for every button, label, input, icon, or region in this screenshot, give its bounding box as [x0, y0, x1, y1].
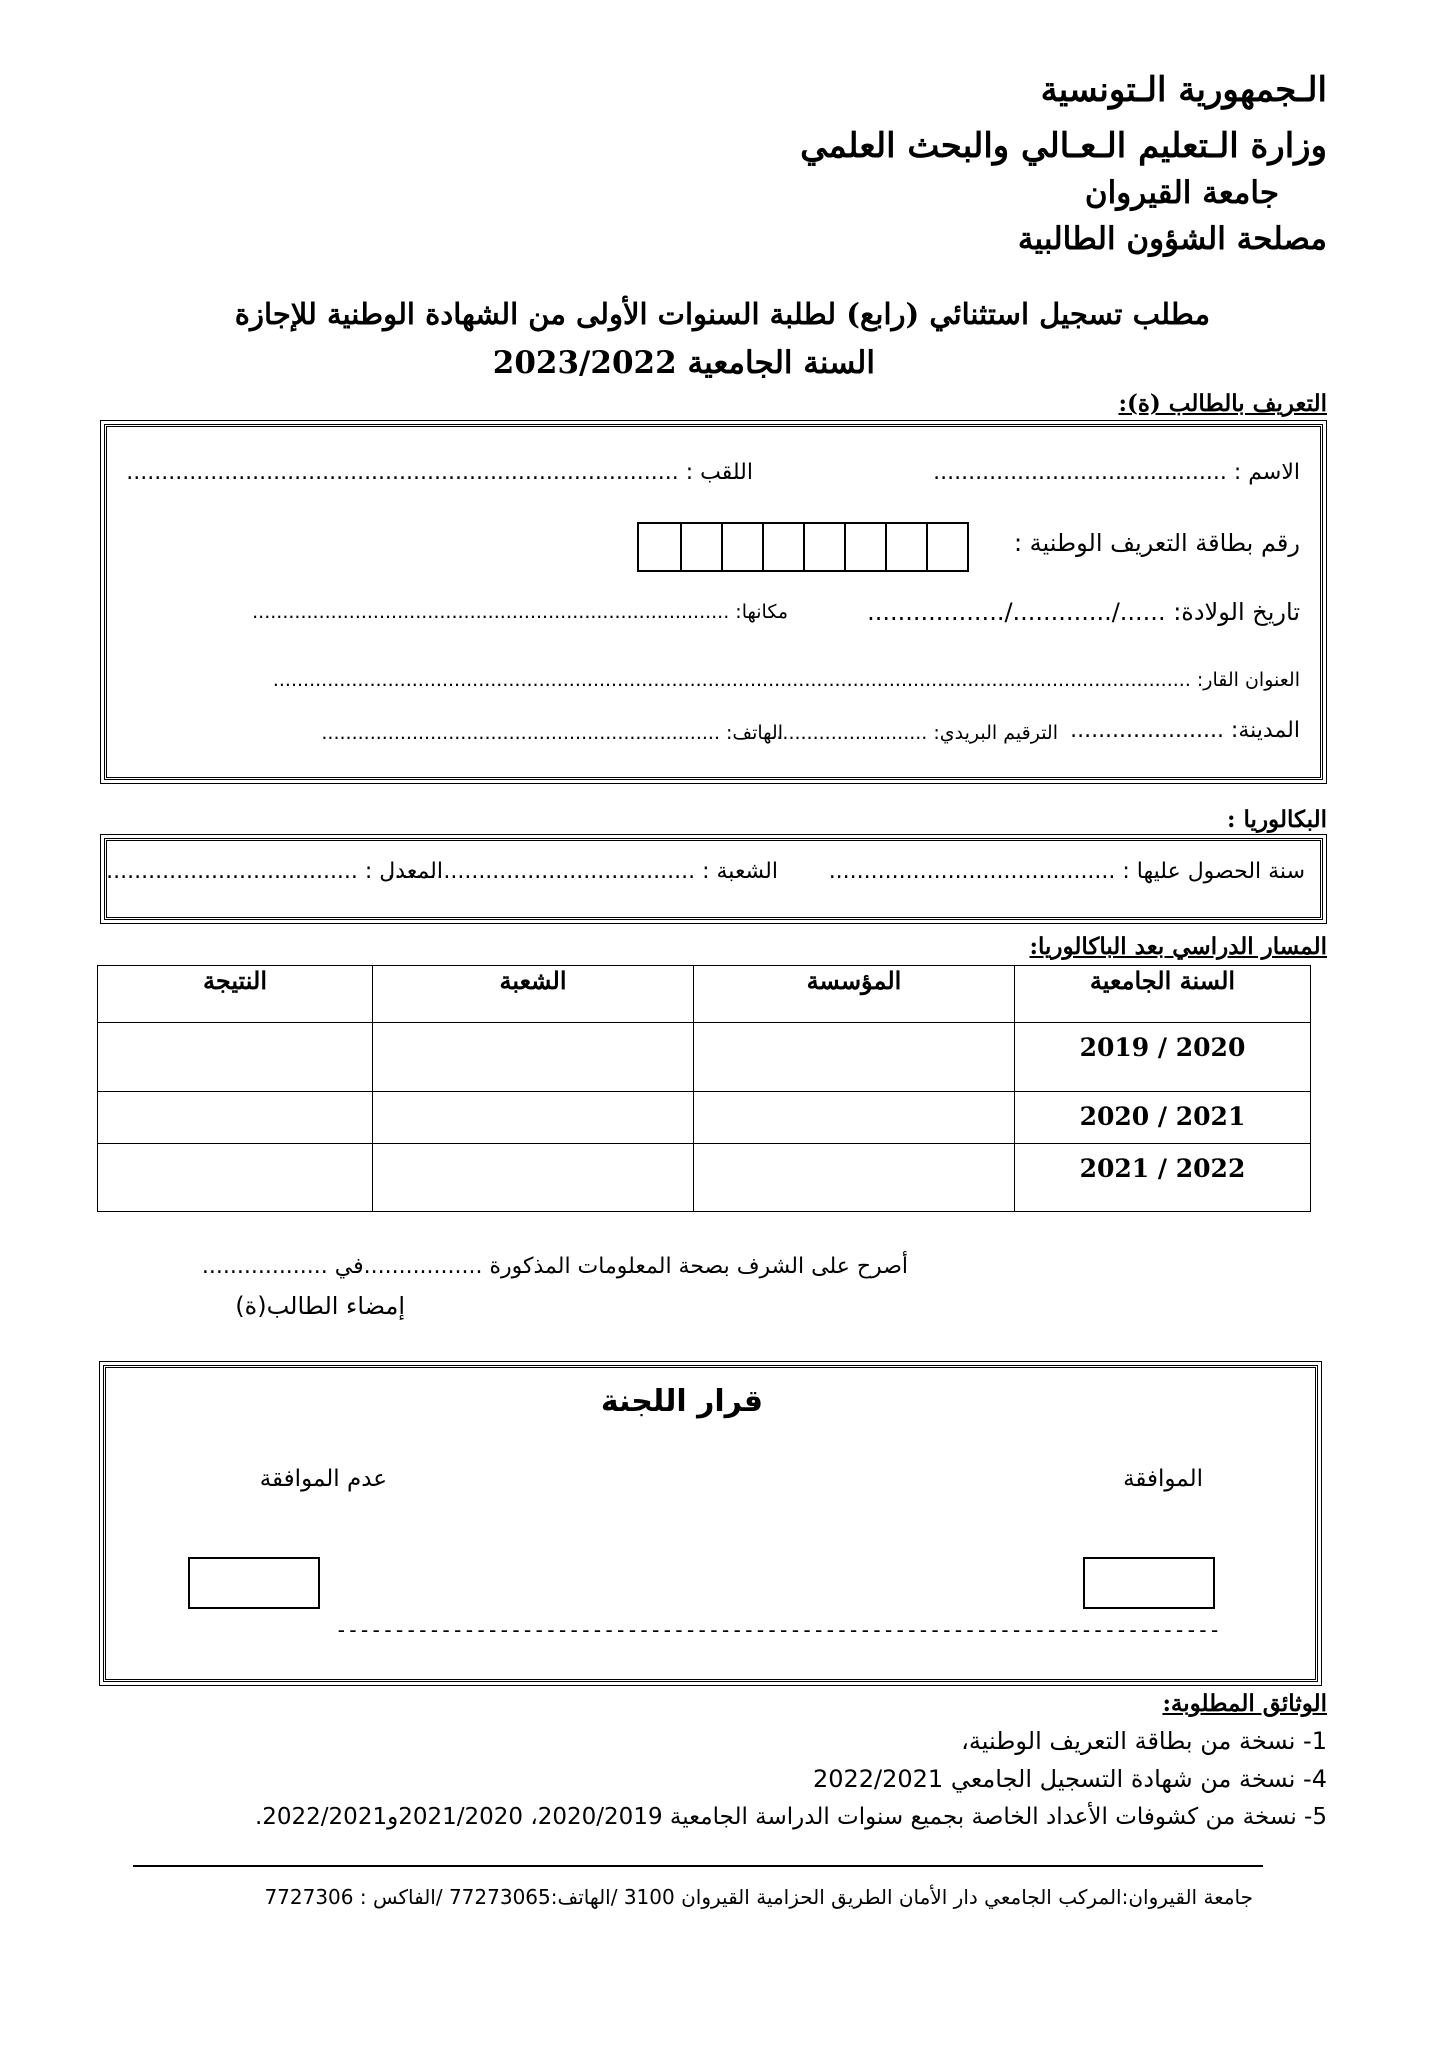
year-cell: 2020 / 2019 [1015, 1023, 1311, 1092]
reject-checkbox[interactable] [188, 1557, 320, 1609]
result-cell[interactable] [98, 1144, 373, 1212]
documents-heading: الوثائق المطلوبة: [1162, 1690, 1327, 1717]
column-header-result: النتيجة [98, 966, 373, 1023]
honor-declaration: أصرح على الشرف بصحة المعلومات المذكورة .................في .................. [201, 1254, 908, 1279]
academic-year-title: السنة الجامعية 2023/2022 [492, 345, 875, 381]
cin-digit-box[interactable] [762, 524, 803, 570]
phone-field[interactable]: الهاتف: .................................................................. [321, 722, 783, 744]
postal-code-field[interactable]: الترقيم البريدي: ........................... [764, 722, 1058, 744]
cin-digit-box[interactable] [803, 524, 844, 570]
city-field[interactable]: المدينة: ...................... [1070, 718, 1300, 743]
year-cell: 2021 / 2020 [1015, 1092, 1311, 1144]
student-signature-label: إمضاء الطالب(ة) [235, 1292, 405, 1320]
column-header-institution: المؤسسة [694, 966, 1015, 1023]
table-row [98, 1092, 1311, 1144]
bac-branch-field[interactable]: الشعبة : ............................................ [387, 859, 778, 884]
cin-digit-box[interactable] [926, 524, 967, 570]
column-header-year: السنة الجامعية [1015, 966, 1311, 1023]
institution-cell[interactable] [694, 1144, 1015, 1212]
cin-digit-box[interactable] [885, 524, 926, 570]
cin-digit-box[interactable] [844, 524, 885, 570]
result-cell[interactable] [98, 1023, 373, 1092]
form-title: مطلب تسجيل استثنائي (رابع) لطلبة السنوات الأولى من الشهادة الوطنية للإجازة [234, 297, 1210, 331]
institution-cell[interactable] [694, 1023, 1015, 1092]
cin-input-boxes[interactable] [637, 522, 969, 572]
surname-field[interactable]: اللقب : ............................................................................... [126, 460, 753, 485]
cin-digit-box[interactable] [639, 524, 680, 570]
column-header-branch: الشعبة [373, 966, 694, 1023]
document-item: 4- نسخة من شهادة التسجيل الجامعي 2022/2021 [812, 1765, 1327, 1793]
study-path-table [97, 965, 1311, 1212]
footer-divider [133, 1865, 1263, 1867]
cin-label: رقم بطاقة التعريف الوطنية : [1013, 529, 1300, 557]
committee-title: قرار اللجنة [600, 1384, 763, 1419]
institution-cell[interactable] [694, 1092, 1015, 1144]
student-section-heading: التعريف بالطالب (ة): [1118, 390, 1327, 417]
reject-label: عدم الموافقة [259, 1466, 387, 1492]
name-field[interactable]: الاسم : .......................................... [933, 460, 1300, 485]
bac-year-field[interactable]: سنة الحصول عليها : ......................................... [828, 859, 1305, 884]
committee-signature-line: ---------------------------------------------------------------------------- [335, 1618, 1220, 1642]
path-section-heading: المسار الدراسي بعد الباكالوريا: [1029, 933, 1327, 960]
document-item: 1- نسخة من بطاقة التعريف الوطنية، [961, 1727, 1327, 1755]
cin-digit-box[interactable] [721, 524, 762, 570]
branch-cell[interactable] [373, 1144, 694, 1212]
birth-place-field[interactable]: مكانها: ............................................................................... [252, 601, 788, 623]
table-row [98, 1144, 1311, 1212]
approve-checkbox[interactable] [1083, 1557, 1215, 1609]
header-service: مصلحة الشؤون الطالبية [1017, 221, 1327, 257]
year-cell: 2022 / 2021 [1015, 1144, 1311, 1212]
address-field[interactable]: العنوان القار: ........................................................................................................................................................ [272, 669, 1300, 691]
birth-date-field[interactable]: تاريخ الولادة: ....../............./.................. [867, 598, 1300, 626]
approve-label: الموافقة [1123, 1466, 1203, 1492]
header-republic: الـجمهورية الـتونسية [1040, 70, 1327, 110]
branch-cell[interactable] [373, 1092, 694, 1144]
document-item: 5- نسخة من كشوفات الأعداد الخاصة بجميع سنوات الدراسة الجامعية 2020/2019، 2021/2020و2022/2021. [254, 1804, 1327, 1830]
cin-digit-box[interactable] [680, 524, 721, 570]
header-ministry: وزارة الـتعليم الـعـالي والبحث العلمي [800, 126, 1327, 166]
footer-address: جامعة القيروان:المركب الجامعي دار الأمان الطريق الحزامية القيروان 3100 /الهاتف:77273065 /الفاكس : 7727306 [264, 1885, 1253, 1909]
result-cell[interactable] [98, 1092, 373, 1144]
bac-section-heading: البكالوريا : [1227, 806, 1327, 833]
header-university: جامعة القيروان [1084, 175, 1279, 211]
table-row [98, 1023, 1311, 1092]
bac-average-field[interactable]: المعدل : .................................... [106, 859, 443, 884]
branch-cell[interactable] [373, 1023, 694, 1092]
